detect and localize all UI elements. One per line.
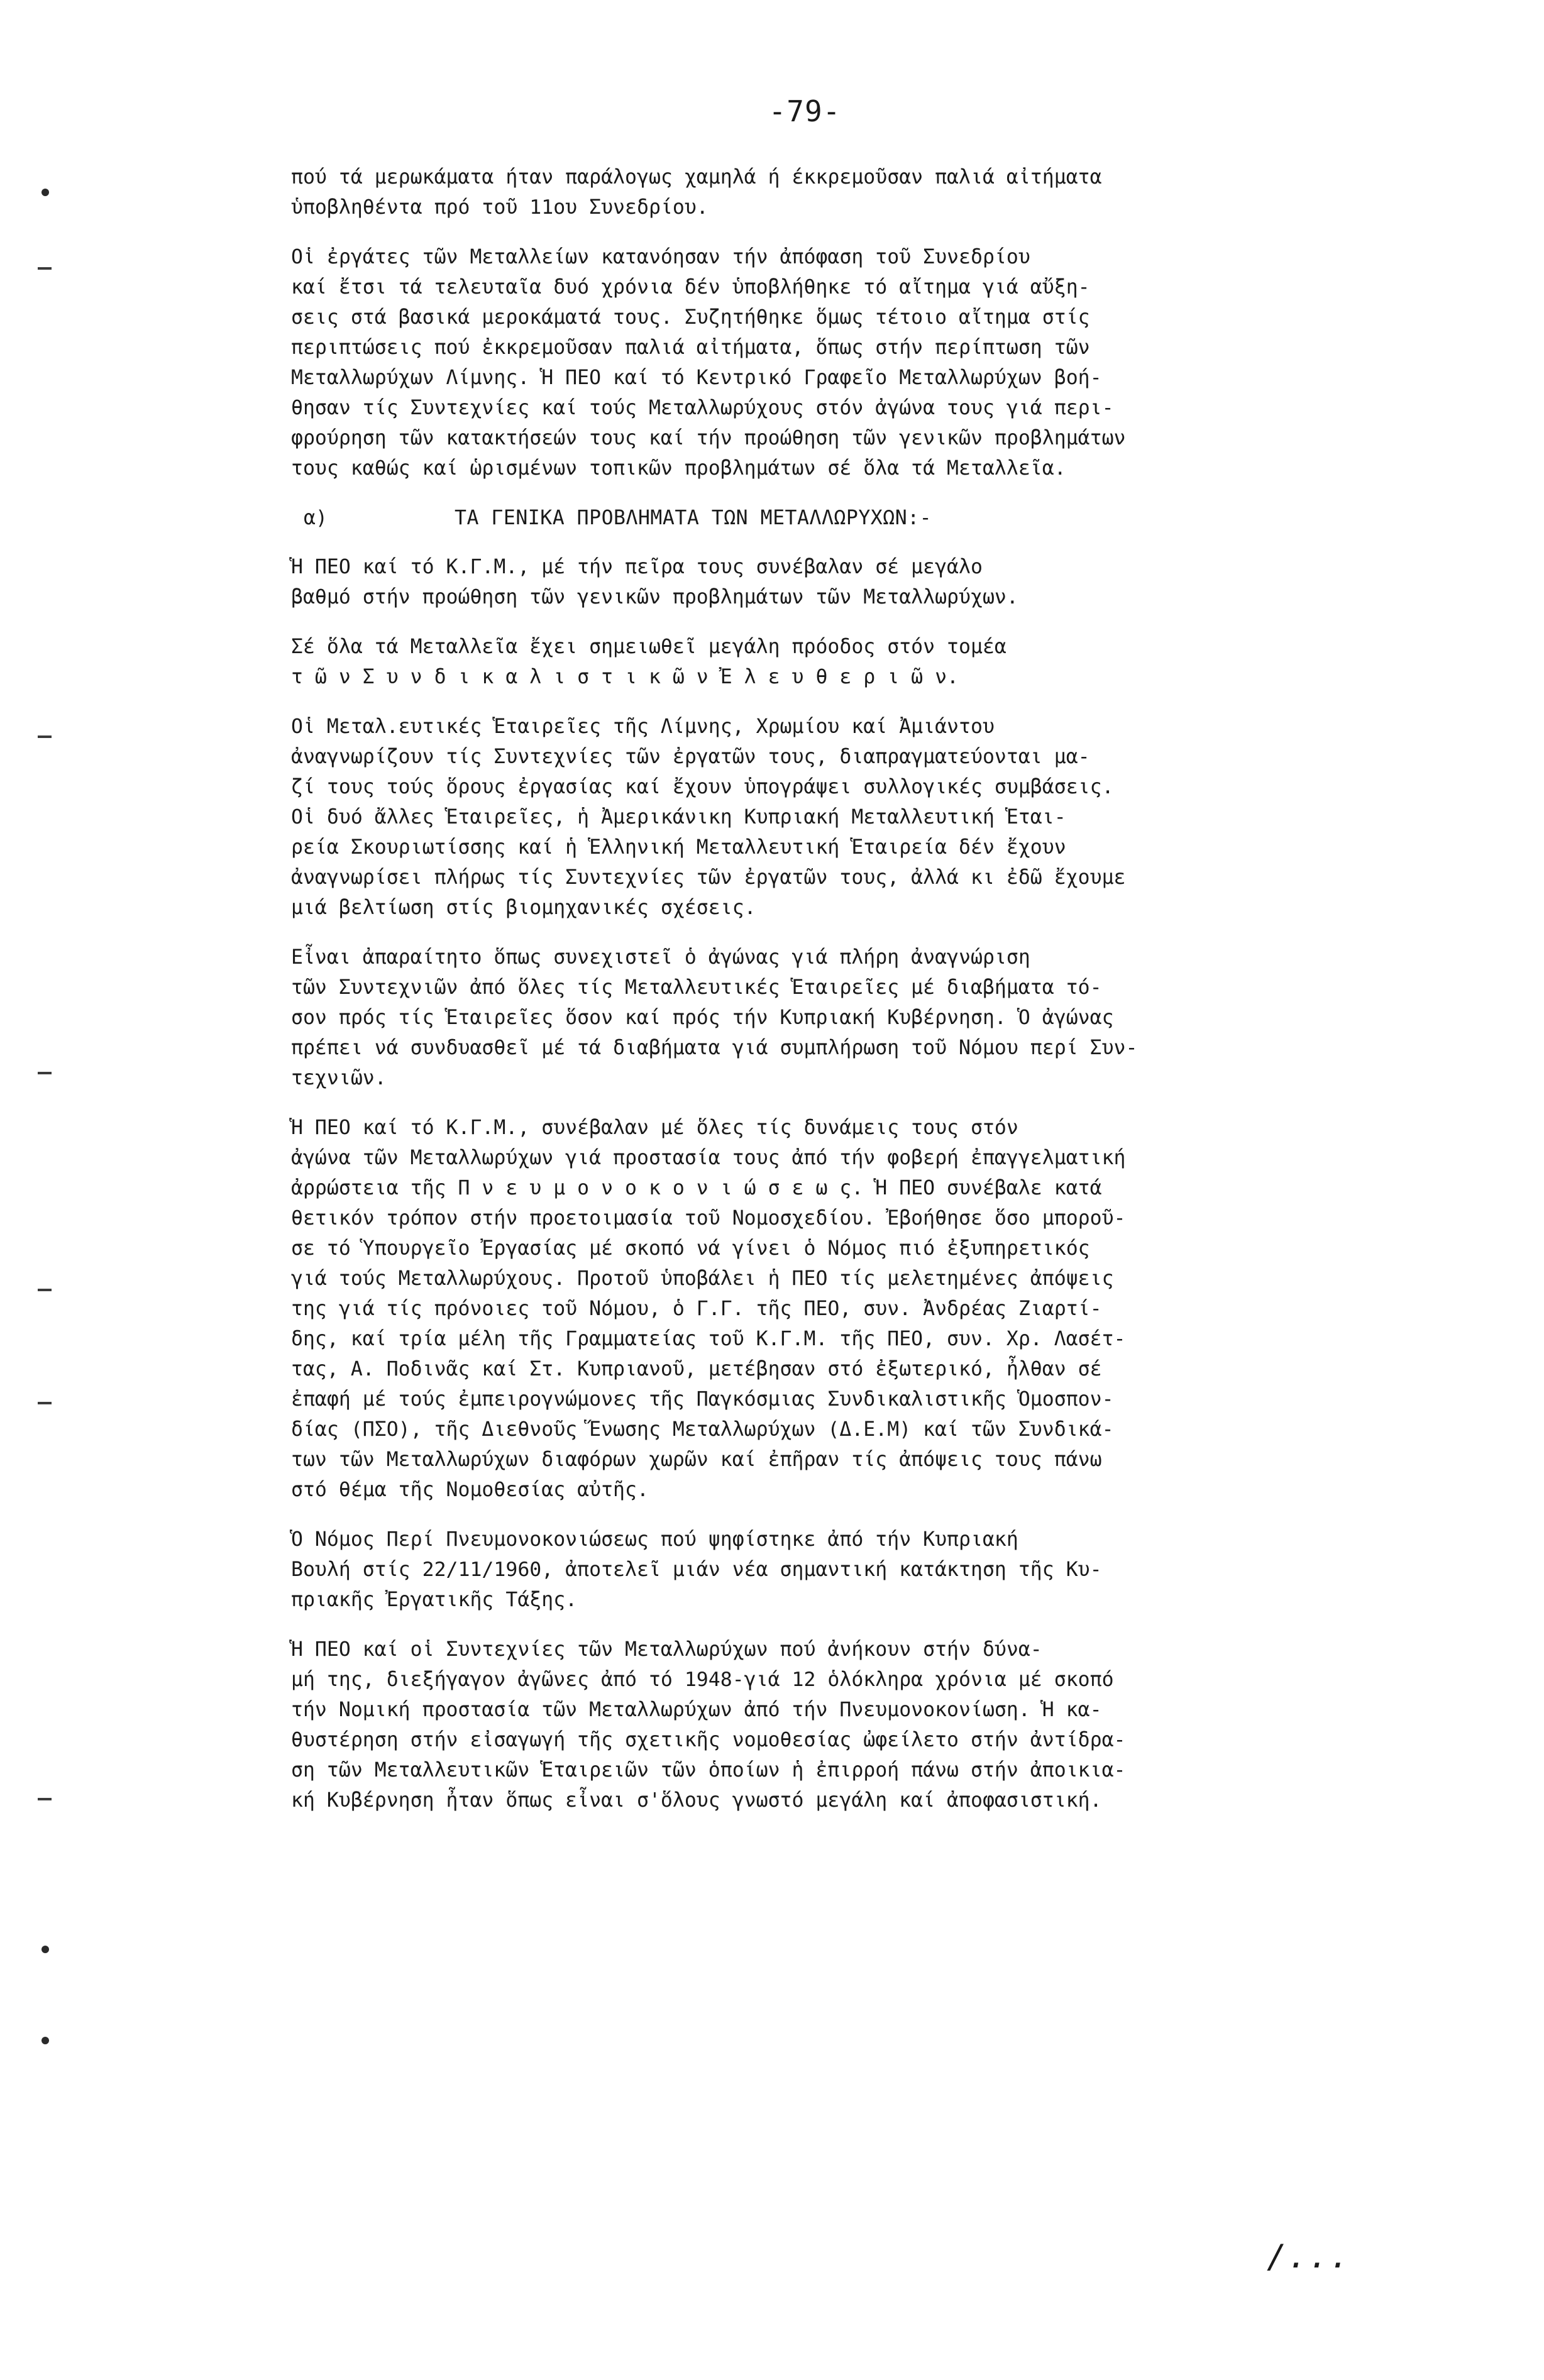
document-body (291, 162, 1460, 1835)
paragraph-workers-decision: Οἱ ἐργάτες τῶν Μεταλλείων κατανόησαν τήν ἀπόφαση τοῦ Συνεδρίου καί ἔτσι τά τελευταῖα δυό χρόνια δέν ὑποβλήθηκε τό αἴτημα γιά αὔξη- σεις στά βασικά μεροκάματά τους. Συζητήθηκε ὅμως τέτοιο αἴτημα στίς περιπτώσεις πού ἐκκρεμοῦσαν παλιά αἰτήματα, ὅπως στήν περίπτωση τῶν Μεταλλωρύχων Λίμνης. Ἡ ΠΕΟ καί τό Κεντρικό Γραφεῖο Μεταλλωρύχων βοή- θησαν τίς Συντεχνίες καί τούς Μεταλλωρύχους στόν ἀγώνα τους γιά περι- φρούρηση τῶν κατακτήσεών τους καί τήν προώθηση τῶν γενικῶν προβλημάτων τους καθώς καί ὡρισμένων τοπικῶν προβλημάτων σέ ὅλα τά Μεταλλεῖα. (291, 246, 1126, 480)
paragraph-pneumoconiosis: Ἡ ΠΕΟ καί τό Κ.Γ.Μ., συνέβαλαν μέ ὅλες τίς δυνάμεις τους στόν ἀγώνα τῶν Μεταλλωρύχων γιά προστασία τους ἀπό τήν φοβερή ἐπαγγελματική ἀρρώστεια τῆς Π ν ε υ μ ο ν ο κ ο ν ι ώ σ ε ω ς. Ἡ ΠΕΟ συνέβαλε κατά θετικόν τρόπον στήν προετοιμασία τοῦ Νομοσχεδίου. Ἐβοήθησε ὅσο μποροῦ- σε τό Ὑπουργεῖο Ἐργασίας μέ σκοπό νά γίνει ὁ Νόμος πιό ἐξυπηρετικός γιά τούς Μεταλλωρύχους. Προτοῦ ὑποβάλει ἡ ΠΕΟ τίς μελετημένες ἀπόψεις της γιά τίς πρόνοιες τοῦ Νόμου, ὁ Γ.Γ. τῆς ΠΕΟ, συν. Ἀνδρέας Ζιαρτί- δης, καί τρία μέλη τῆς Γραμματείας τοῦ Κ.Γ.Μ. τῆς ΠΕΟ, συν. Χρ. Λασέτ- τας, Α. Ποδινᾶς καί Στ. Κυπριανοῦ, μετέβησαν στό ἐξωτερικό, ἦλθαν σέ ἐπαφή μέ τούς ἐμπειρογνώμονες τῆς Παγκόσμιας Συνδικαλιστικῆς Ὁμοσπον- δίας (ΠΣΟ), τῆς Διεθνοῦς Ἕνωσης Μεταλλωρύχων (Δ.Ε.Μ) καί τῶν Συνδικά- των τῶν Μεταλλωρύχων διαφόρων χωρῶν καί ἐπῆραν τίς ἀπόψεις τους πάνω στό θέμα τῆς Νομοθεσίας αὐτῆς. (291, 1116, 1126, 1501)
continuation-mark: /... (1267, 2238, 1351, 2276)
margin-dot-mark (41, 1946, 49, 1953)
paragraph-union-freedoms: Σέ ὅλα τά Μεταλλεῖα ἔχει σημειωθεῖ μεγάλη πρόοδος στόν τομέα τ ῶ ν Σ υ ν δ ι κ α λ ι σ τ ι κ ῶ ν Ἐ λ ε υ θ ε ρ ι ῶ ν. (291, 636, 1006, 688)
paragraph-peo-kgm: Ἡ ΠΕΟ καί τό Κ.Γ.Μ., μέ τήν πεῖρα τους συνέβαλαν σέ μεγάλο βαθμό στήν προώθηση τῶν γενικῶν προβλημάτων τῶν Μεταλλωρύχων. (291, 556, 1018, 609)
margin-dot-mark (41, 189, 49, 196)
paragraph-recognition-struggle: Εἶναι ἀπαραίτητο ὅπως συνεχιστεῖ ὁ ἀγώνας γιά πλήρη ἀναγνώριση τῶν Συντεχνιῶν ἀπό ὅλες τίς Μεταλλευτικές Ἑταιρεῖες μέ διαβήματα τό- σον πρός τίς Ἑταιρεῖες ὅσον καί πρός τήν Κυπριακή Κυβέρνηση. Ὁ ἀγώνας πρέπει νά συνδυασθεῖ μέ τά διαβήματα γιά συμπλήρωση τοῦ Νόμου περί Συν- τεχνιῶν. (291, 946, 1138, 1089)
paragraph-mining-companies: Οἱ Μεταλ.ευτικές Ἑταιρεῖες τῆς Λίμνης, Χρωμίου καί Ἀμιάντου ἀναγνωρίζουν τίς Συντεχνίες τῶν ἐργατῶν τους, διαπραγματεύονται μα- ζί τους τούς ὅρους ἐργασίας καί ἔχουν ὑπογράψει συλλογικές συμβάσεις. Οἱ δυό ἄλλες Ἑταιρεῖες, ἡ Ἀμερικάνικη Κυπριακή Μεταλλευτική Ἑται- ρεία Σκουριωτίσσης καί ἡ Ἑλληνική Μεταλλευτική Ἑταιρεία δέν ἔχουν ἀναγνωρίσει πλήρως τίς Συντεχνίες τῶν ἐργατῶν τους, ἀλλά κι ἐδῶ ἔχουμε μιά βελτίωση στίς βιομηχανικές σχέσεις. (291, 715, 1126, 919)
margin-dot-mark (41, 2037, 49, 2044)
margin-dash-mark (38, 1072, 52, 1074)
margin-dash-mark (38, 1402, 52, 1404)
margin-dash-mark (38, 1798, 52, 1800)
paragraph-law-1960: Ὁ Νόμος Περί Πνευμονοκονιώσεως πού ψηφίστηκε ἀπό τήν Κυπριακή Βουλή στίς 22/11/1960, ἀποτελεῖ μιάν νέα σημαντική κατάκτηση τῆς Κυ- πριακῆς Ἐργατικῆς Τάξης. (291, 1528, 1102, 1611)
section-label: α) (304, 507, 328, 529)
section-heading (291, 503, 1460, 533)
margin-dash-mark (38, 267, 52, 270)
page-number: -79- (768, 94, 841, 128)
paragraph-struggle-since-1948: Ἡ ΠΕΟ καί οἱ Συντεχνίες τῶν Μεταλλωρύχων πού ἀνήκουν στήν δύνα- μή της, διεξήγαγον ἀγῶνες ἀπό τό 1948-γιά 12 ὁλόκληρα χρόνια μέ σκοπό τήν Νομική προστασία τῶν Μεταλλωρύχων ἀπό τήν Πνευμονοκονίωση. Ἡ κα- θυστέρηση στήν εἰσαγωγή τῆς σχετικῆς νομοθεσίας ὠφείλετο στήν ἀντίδρα- ση τῶν Μεταλλευτικῶν Ἑταιρειῶν τῶν ὁποίων ἡ ἐπιρροή πάνω στήν ἀποικια- κή Κυβέρνηση ἦταν ὅπως εἶναι σ'ὅλους γνωστό μεγάλη καί ἀποφασιστική. (291, 1638, 1126, 1812)
margin-dash-mark (38, 735, 52, 738)
margin-dash-mark (38, 1289, 52, 1291)
section-title: ΤΑ ΓΕΝΙΚΑ ΠΡΟΒΛΗΜΑΤΑ ΤΩΝ ΜΕΤΑΛΛΩΡΥΧΩΝ:- (455, 507, 932, 529)
paragraph-intro: πού τά μερωκάματα ήταν παράλογως χαμηλά ή έκκρεμοῦσαν παλιά αἰτήματα ὑποβληθέντα πρό τοῦ 11ου Συνεδρίου. (291, 166, 1102, 219)
